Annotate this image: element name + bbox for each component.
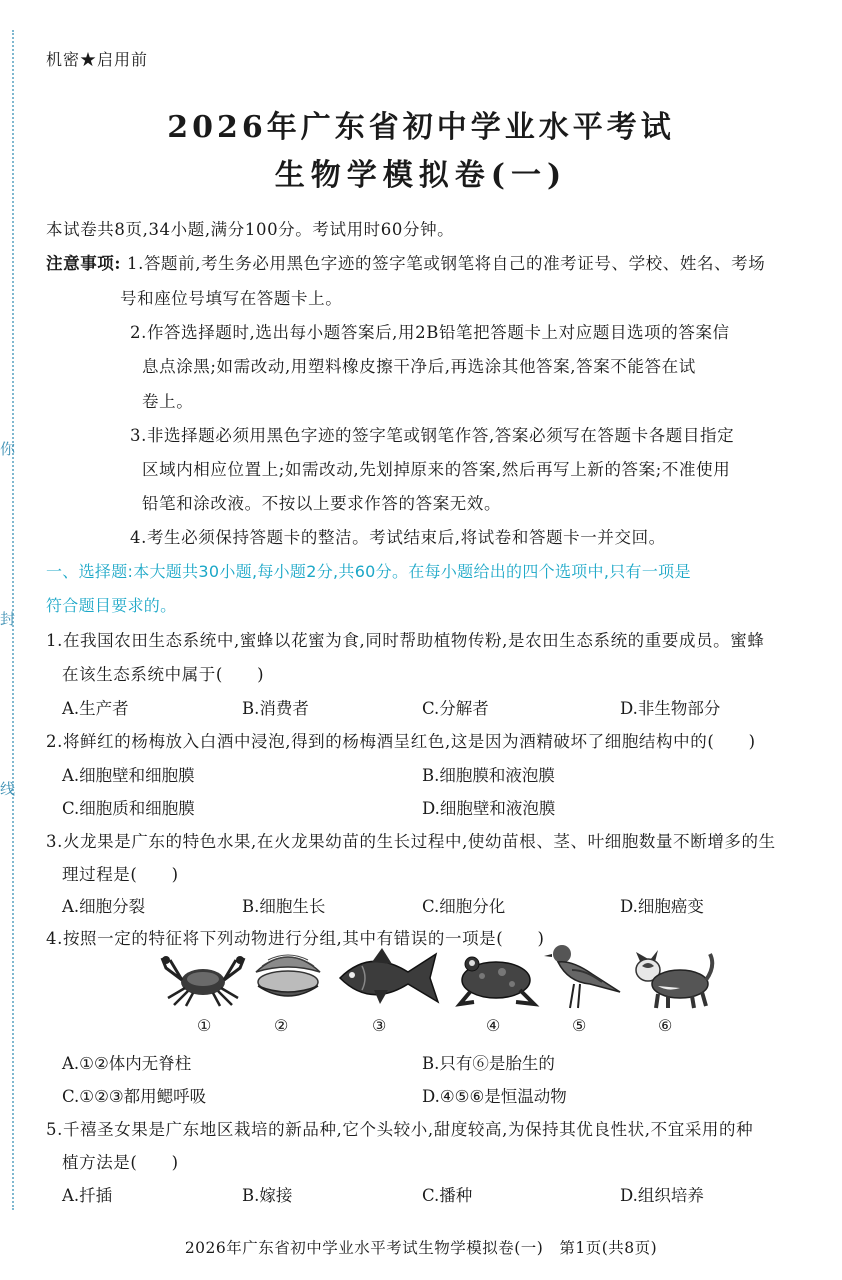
- notice-line: 1.答题前,考生务必用黑色字迹的签字笔或钢笔将自己的准考证号、学校、姓名、考场: [127, 254, 766, 273]
- animal-label-3: ③: [372, 1016, 387, 1035]
- q3-option-d: D.细胞癌变: [620, 897, 704, 916]
- notice-line: 铅笔和涂改液。不按以上要求作答的答案无效。: [142, 494, 502, 513]
- notice-line: 息点涂黑;如需改动,用塑料橡皮擦干净后,再选涂其他答案,答案不能答在试: [142, 357, 696, 376]
- q2-option-b: B.细胞膜和液泡膜: [422, 766, 555, 785]
- question-4-stem: 4.按照一定的特征将下列动物进行分组,其中有错误的一项是( ): [46, 929, 545, 948]
- margin-mark-2: 封: [0, 610, 16, 628]
- section-heading-cont: 符合题目要求的。: [46, 596, 177, 615]
- notice-line: 3.非选择题必须用黑色字迹的签字笔或钢笔作答,答案必须写在答题卡各题目指定: [130, 426, 735, 445]
- notice-line: 2.作答选择题时,选出每小题答案后,用2B铅笔把答题卡上对应题目选项的答案信: [130, 323, 730, 342]
- clam-icon: [250, 948, 326, 1008]
- q4-option-a: A.①②体内无脊柱: [62, 1054, 192, 1073]
- animal-label-5: ⑤: [572, 1016, 587, 1035]
- exam-subtitle: 生物学模拟卷(一): [274, 158, 568, 193]
- question-1-stem: 1.在我国农田生态系统中,蜜蜂以花蜜为食,同时帮助植物传粉,是农田生态系统的重要成员。蜜蜂: [46, 631, 765, 650]
- margin-mark-1: 你: [0, 440, 16, 458]
- question-3-stem: 3.火龙果是广东的特色水果,在火龙果幼苗的生长过程中,使幼苗根、茎、叶细胞数量不断增多的生: [46, 832, 776, 851]
- q1-option-b: B.消费者: [242, 699, 309, 718]
- animal-figure: [150, 940, 720, 1020]
- frog-icon: [450, 950, 540, 1008]
- q1-option-c: C.分解者: [422, 699, 489, 718]
- fish-icon: [334, 944, 442, 1010]
- exam-title: 2026年广东省初中学业水平考试: [167, 110, 675, 145]
- q2-option-a: A.细胞壁和细胞膜: [62, 766, 195, 785]
- margin-mark-3: 线: [0, 780, 16, 798]
- notice-line: 卷上。: [142, 392, 194, 411]
- crab-icon: [160, 950, 246, 1008]
- section-heading: 一、选择题:本大题共30小题,每小题2分,共60分。在每小题给出的四个选项中,只有一项是: [46, 562, 691, 581]
- q2-option-d: D.细胞壁和液泡膜: [422, 799, 556, 818]
- q3-option-b: B.细胞生长: [242, 897, 326, 916]
- question-3-stem-cont: 理过程是( ): [62, 865, 179, 884]
- page-footer: 2026年广东省初中学业水平考试生物学模拟卷(一) 第1页(共8页): [184, 1239, 658, 1257]
- notice-line: 号和座位号填写在答题卡上。: [120, 289, 343, 308]
- question-5-stem-cont: 植方法是( ): [62, 1153, 179, 1172]
- notice-line: 区域内相应位置上;如需改动,先划掉原来的答案,然后再写上新的答案;不准使用: [142, 460, 731, 479]
- animal-label-6: ⑥: [658, 1016, 673, 1035]
- q1-option-d: D.非生物部分: [620, 699, 721, 718]
- q1-option-a: A.生产者: [62, 699, 129, 718]
- notice-label: 注意事项:: [46, 254, 122, 273]
- q3-option-a: A.细胞分裂: [62, 897, 146, 916]
- q5-option-a: A.扦插: [62, 1186, 113, 1205]
- q4-option-b: B.只有⑥是胎生的: [422, 1054, 555, 1073]
- q2-option-c: C.细胞质和细胞膜: [62, 799, 195, 818]
- cat-icon: [628, 946, 716, 1012]
- q3-option-c: C.细胞分化: [422, 897, 506, 916]
- animal-label-4: ④: [486, 1016, 501, 1035]
- q5-option-c: C.播种: [422, 1186, 473, 1205]
- question-5-stem: 5.千禧圣女果是广东地区栽培的新品种,它个头较小,甜度较高,为保持其优良性状,不宜采用的种: [46, 1120, 754, 1139]
- q5-option-d: D.组织培养: [620, 1186, 704, 1205]
- q4-option-c: C.①②③都用鳃呼吸: [62, 1087, 207, 1106]
- confidential-label: 机密★启用前: [46, 50, 149, 69]
- q4-option-d: D.④⑤⑥是恒温动物: [422, 1087, 567, 1106]
- q5-option-b: B.嫁接: [242, 1186, 293, 1205]
- notice-line: 4.考生必须保持答题卡的整洁。考试结束后,将试卷和答题卡一并交回。: [130, 528, 666, 547]
- exam-intro: 本试卷共8页,34小题,满分100分。考试用时60分钟。: [46, 220, 455, 239]
- bird-icon: [542, 940, 622, 1012]
- animal-label-2: ②: [274, 1016, 289, 1035]
- animal-label-1: ①: [197, 1016, 212, 1035]
- question-2-stem: 2.将鲜红的杨梅放入白酒中浸泡,得到的杨梅酒呈红色,这是因为酒精破坏了细胞结构中的( ): [46, 732, 756, 751]
- question-1-stem-cont: 在该生态系统中属于( ): [62, 665, 265, 684]
